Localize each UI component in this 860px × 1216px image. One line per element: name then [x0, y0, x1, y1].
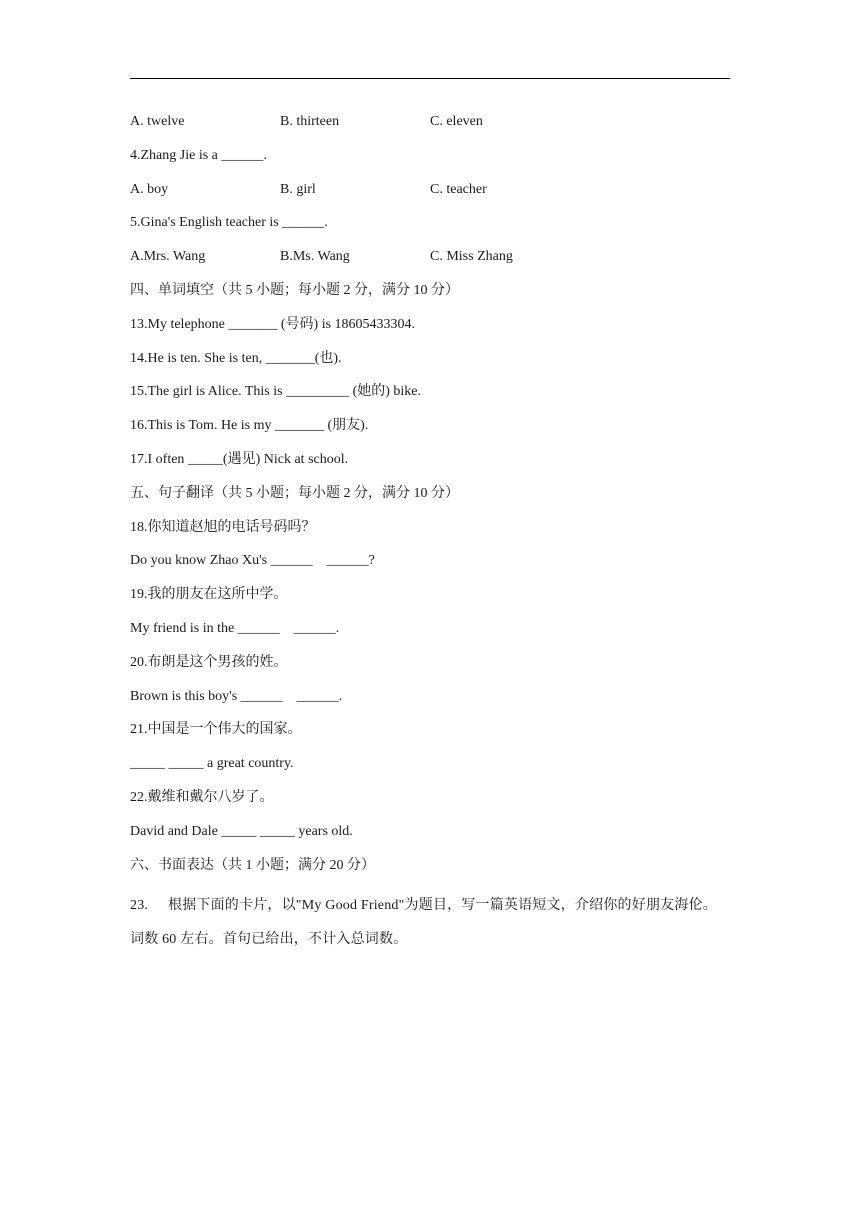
q3-options [130, 112, 730, 146]
option-b: B. girl [280, 181, 316, 197]
question-23-number: 23. [130, 898, 149, 914]
question-5: 5.Gina's English teacher is ______. [130, 215, 328, 231]
question-22-chinese: 22.戴维和戴尔八岁了。 [130, 789, 274, 805]
question-16: 16.This is Tom. He is my _______ (朋友). [130, 418, 369, 434]
option-c: C. teacher [430, 181, 487, 197]
question-18-chinese: 18.你知道赵旭的电话号码吗？ [130, 519, 316, 535]
question-17: 17.I often _____(遇见) Nick at school. [130, 451, 349, 467]
option-a: A. boy [130, 181, 169, 197]
question-23-text: 根据下面的卡片，以"My Good Friend"为题目，写一篇英语短文，介绍你的好朋友海伦。词数 60 左右。首句已给出，不计入总词数。 [130, 898, 717, 948]
q5-options [130, 247, 730, 281]
option-b: B.Ms. Wang [280, 249, 350, 265]
question-21-english: _____ _____ a great country. [130, 756, 294, 772]
question-18-english: Do you know Zhao Xu's ______ ______? [130, 553, 375, 569]
option-c: C. Miss Zhang [430, 249, 513, 265]
question-13: 13.My telephone _______ (号码) is 18605433304. [130, 316, 416, 332]
question-22-english: David and Dale _____ _____ years old. [130, 823, 353, 839]
option-c: C. eleven [430, 114, 483, 129]
question-14: 14.He is ten. She is ten, _______(也). [130, 350, 342, 366]
option-b: B. thirteen [280, 114, 340, 129]
question-21-chinese: 21.中国是一个伟大的国家。 [130, 722, 302, 738]
question-19-english: My friend is in the ______ ______. [130, 620, 340, 636]
page-content [130, 112, 730, 957]
question-20-english: Brown is this boy's ______ ______. [130, 688, 343, 704]
question-4: 4.Zhang Jie is a ______. [130, 147, 267, 163]
question-15: 15.The girl is Alice. This is _________ (她的) bike. [130, 384, 421, 400]
header-rule [130, 78, 730, 79]
question-23 [130, 889, 720, 957]
section-4-heading: 四、单词填空（共 5 小题；每小题 2 分，满分 10 分） [130, 282, 459, 298]
question-20-chinese: 20.布朗是这个男孩的姓。 [130, 654, 288, 670]
section-6-heading: 六、书面表达（共 1 小题；满分 20 分） [130, 857, 375, 873]
section-5-heading: 五、句子翻译（共 5 小题；每小题 2 分，满分 10 分） [130, 485, 459, 501]
option-a: A.Mrs. Wang [130, 249, 206, 265]
option-a: A. twelve [130, 114, 185, 129]
question-19-chinese: 19.我的朋友在这所中学。 [130, 587, 288, 603]
q4-options [130, 180, 730, 214]
